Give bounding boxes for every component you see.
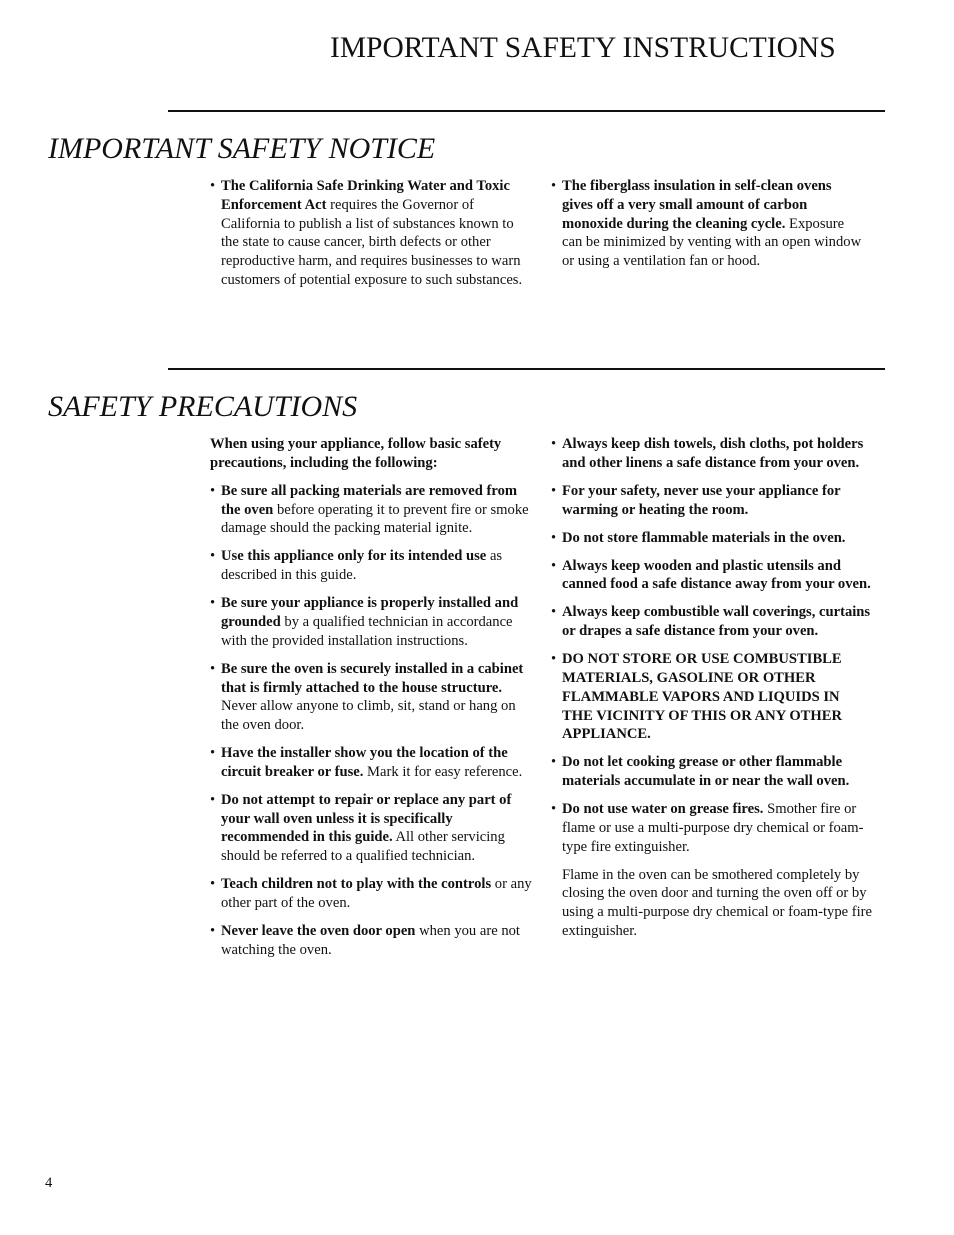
precaution-item-text: All other servicing should be referred to a qualified technician. [221,829,505,865]
precaution-item-text: as described in this guide. [221,548,503,584]
precaution-item [551,529,873,548]
notice-item-text: requires the Governor of California to publish a list of substances known to the state to cause cancer, birth defects or other reproductive harm, and requires businesses to warn customers of potential exposure to such substances. [221,196,523,288]
page-header: IMPORTANT SAFETY INSTRUCTIONS [330,32,836,64]
precaution-item-text: or any other part of the oven. [221,876,532,912]
precaution-item [210,744,532,782]
precaution-item-bold: Do not use water on grease fires. [562,801,764,818]
precaution-item-bold: Have the installer show you the location of the circuit breaker or fuse. [221,745,508,780]
bullet: • [551,801,557,818]
precaution-item-text: before operating it to prevent fire or smoke damage should the packing material ignite. [221,501,529,537]
bullet: • [210,482,216,499]
precaution-item-bold: Always keep wooden and plastic utensils and canned food a safe distance away from your oven. [562,557,871,593]
precaution-item-bold: Do not store flammable materials in the oven. [562,529,846,546]
precautions-right-column [551,435,873,941]
precaution-item [210,875,532,913]
notice-item-text: Exposure can be minimized by venting with an open window or using a ventilation fan or hood. [562,215,862,270]
precautions-intro: When using your appliance, follow basic safety precautions, including the following: [210,436,502,471]
notice-item-bold: The California Safe Drinking Water and Toxic Enforcement Act [221,178,510,213]
precaution-item [551,753,873,791]
bullet: • [210,178,216,194]
precautions-left-column [210,435,532,969]
bullet: • [210,745,216,762]
precautions-title: SAFETY PRECAUTIONS [48,390,358,423]
precaution-item [210,791,532,866]
precaution-item-bold: Always keep combustible wall coverings, curtains or drapes a safe distance from your oven. [562,604,871,640]
precaution-item [551,557,873,595]
precaution-item [210,482,532,538]
precaution-item-bold: For your safety, never use your appliance for warming or heating the room. [562,482,841,518]
precaution-item-bold: Never leave the oven door open [221,923,416,940]
precaution-item-text: by a qualified technician in accordance with the provided installation instructions. [221,613,513,649]
precautions-divider [168,368,885,370]
precaution-item-text: Mark it for easy reference. [363,763,523,780]
notice-item [210,177,532,290]
bullet: • [551,436,557,452]
precaution-item [551,435,873,473]
page-number: 4 [45,1175,53,1191]
precaution-item-bold: Be sure all packing materials are removed from the oven [221,482,518,518]
precautions-closing-paragraph: Flame in the oven can be smothered completely by closing the oven door and turning the oven off or by using a multi-purpose dry chemical or foam-type fire extinguisher. [562,866,873,940]
precaution-item-bold: Always keep dish towels, dish cloths, pot holders and other linens a safe distance from your oven. [562,436,864,471]
precaution-item [551,603,873,641]
bullet: • [210,595,216,612]
bullet: • [210,923,216,940]
precaution-item-bold: Do not let cooking grease or other flammable materials accumulate in or near the wall oven. [562,754,850,790]
bullet: • [210,791,216,808]
bullet: • [551,178,557,194]
notice-item [551,177,866,271]
bullet: • [551,482,557,499]
bullet: • [210,548,216,565]
notice-left-column [210,177,532,299]
bullet: • [551,754,557,771]
precaution-item-bold: Be sure your appliance is properly installed and grounded [221,595,519,630]
precaution-item-text: when you are not watching the oven. [221,923,520,958]
notice-title: IMPORTANT SAFETY NOTICE [48,132,436,165]
bullet: • [551,529,557,546]
notice-right-column [551,177,866,280]
bullet: • [551,651,557,668]
precaution-item-bold: DO NOT STORE OR USE COMBUSTIBLE MATERIALS, GASOLINE OR OTHER FLAMMABLE VAPORS AND LIQUIDS IN THE VICINITY OF THIS OR ANY OTHER APPLIANCE. [562,651,843,743]
precaution-item-text: Never allow anyone to climb, sit, stand or hang on the oven door. [221,698,516,734]
precaution-item [210,547,532,585]
bullet: • [551,557,557,574]
precaution-item-bold: Do not attempt to repair or replace any part of your wall oven unless it is specifically recommended in this guide. [221,791,512,846]
bullet: • [210,660,216,677]
precaution-item [551,482,873,520]
precaution-item-bold: Teach children not to play with the controls [221,876,492,893]
notice-item-bold: The fiberglass insulation in self-clean ovens gives off a very small amount of carbon monoxide during the cleaning cycle. [562,178,832,232]
bullet: • [210,876,216,893]
precaution-item [210,594,532,650]
notice-divider [168,110,885,112]
precaution-item-text: Smother fire or flame or use a multi-purpose dry chemical or foam-type fire extinguisher. [562,801,864,855]
precaution-item [210,922,532,960]
precaution-item [551,650,873,744]
precaution-item [210,660,532,735]
precaution-item [551,800,873,856]
precaution-item-bold: Use this appliance only for its intended use [221,548,487,565]
precaution-item-bold: Be sure the oven is securely installed in a cabinet that is firmly attached to the house structure. [221,660,524,696]
bullet: • [551,604,557,621]
